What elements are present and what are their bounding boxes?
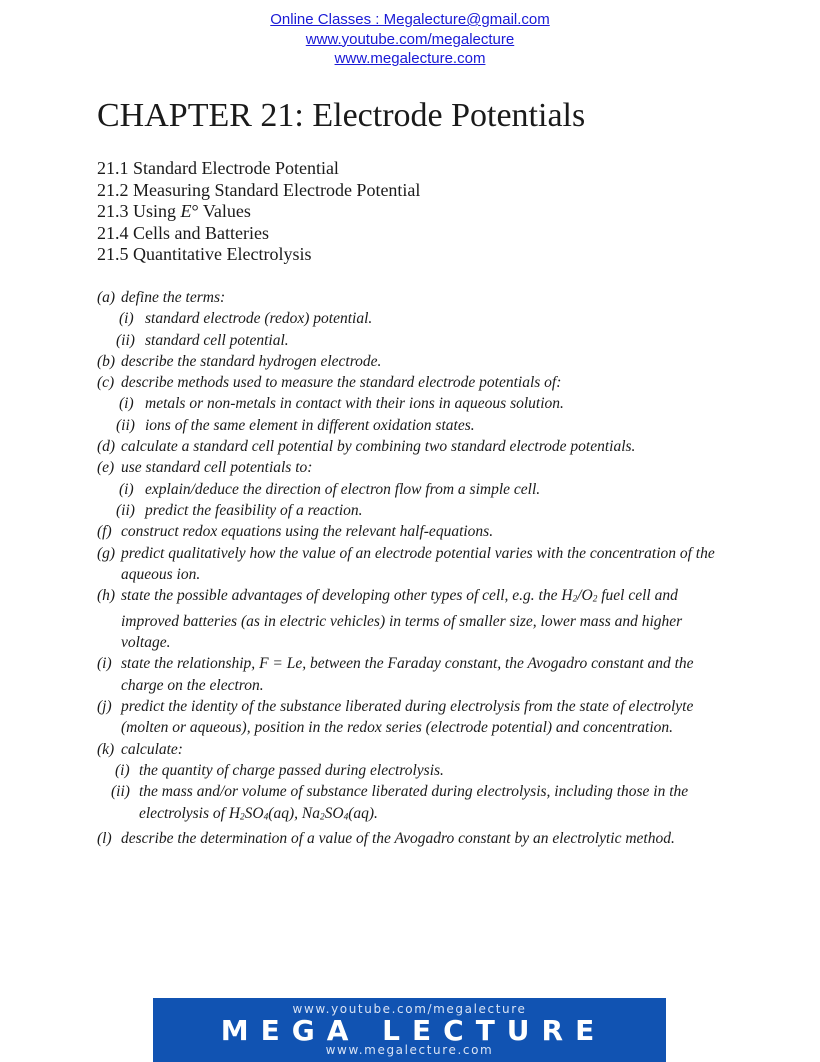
- objective-text: predict the identity of the substance liberated during electrolysis from the state of electrolyte (molten or aqueous), position in the redox series (electrode potential) and concentration.: [121, 698, 694, 737]
- objective-d: [97, 436, 727, 457]
- subscript: 2: [319, 811, 325, 822]
- objective-l: [97, 828, 727, 849]
- objective-a: [97, 287, 727, 308]
- objective-text: /O: [577, 587, 593, 605]
- objective-marker: (a): [97, 289, 116, 306]
- objective-e-ii: [97, 500, 727, 521]
- e-symbol: E: [180, 201, 192, 221]
- objective-k-ii: [97, 781, 727, 828]
- objective-a-ii: [97, 330, 727, 351]
- objective-text: , between the Faraday constant, the Avogadro constant and the charge on the electron.: [121, 655, 694, 694]
- sub-text: (aq), Na: [268, 804, 320, 822]
- sub-text: the mass and/or volume of substance liberated during electrolysis, including those in the electrolysis of H: [139, 783, 689, 822]
- faraday-formula: F = Le: [259, 655, 303, 673]
- header-contact-links: [0, 10, 820, 69]
- objective-marker: (l): [97, 830, 112, 848]
- objective-b: [97, 351, 727, 372]
- objective-e-i: [97, 479, 727, 500]
- section-item: 21.1 Standard Electrode Potential: [97, 158, 339, 178]
- sub-text: explain/deduce the direction of electron flow from a simple cell.: [145, 480, 541, 498]
- subscript: 2: [592, 594, 598, 605]
- objective-a-i: [97, 308, 727, 329]
- objective-text: use standard cell potentials to:: [121, 459, 313, 477]
- objective-marker: (e): [97, 459, 115, 477]
- objective-text: calculate:: [121, 740, 183, 758]
- objective-text: fuel cell and improved batteries (as in electric vehicles) in terms of smaller size, lower mass and higher voltage.: [121, 587, 683, 652]
- objective-g: [97, 543, 727, 586]
- objective-marker: (g): [97, 544, 116, 562]
- sub-text: predict the feasibility of a reaction.: [145, 501, 363, 519]
- objective-marker: (i): [97, 655, 112, 673]
- chapter-title: CHAPTER 21: Electrode Potentials: [97, 97, 586, 134]
- sub-text: metals or non-metals in contact with their ions in aqueous solution.: [145, 395, 564, 413]
- banner-brand-logo: MEGA LECTURE: [220, 1014, 607, 1047]
- sub-marker: (i): [119, 395, 134, 413]
- sub-text: standard electrode (redox) potential.: [145, 310, 373, 328]
- objective-text: state the possible advantages of developing other types of cell, e.g. the H: [121, 587, 573, 605]
- objective-f: [97, 521, 727, 542]
- section-list: [97, 158, 420, 266]
- learning-objectives: [97, 287, 727, 850]
- objective-marker: (f): [97, 523, 112, 541]
- sub-marker: (ii): [116, 501, 135, 519]
- objective-h: [97, 585, 727, 653]
- sub-marker: (i): [119, 310, 134, 328]
- objective-k-i: [97, 760, 727, 781]
- banner-youtube-url: www.youtube.com/megalecture: [292, 1002, 527, 1016]
- objective-text: define the terms:: [121, 289, 226, 306]
- objective-c-ii: [97, 415, 727, 436]
- sub-text: the quantity of charge passed during electrolysis.: [139, 761, 444, 779]
- subscript: 2: [240, 811, 245, 822]
- objective-j: [97, 696, 727, 739]
- sub-marker: (i): [119, 480, 134, 498]
- section-item: 21.5 Quantitative Electrolysis: [97, 244, 312, 264]
- subscript: 4: [263, 811, 269, 822]
- objective-text: state the relationship,: [121, 655, 260, 673]
- objective-c: [97, 372, 727, 393]
- section-item-text: 21.3 Using: [97, 201, 181, 221]
- objective-k: [97, 739, 727, 760]
- sub-text: standard cell potential.: [145, 331, 289, 349]
- sub-marker: (i): [115, 761, 130, 779]
- sub-text: SO: [244, 804, 264, 822]
- objective-marker: (j): [97, 698, 112, 716]
- objective-marker: (d): [97, 438, 116, 456]
- objective-e: [97, 457, 727, 478]
- mega-lecture-banner[interactable]: [153, 998, 666, 1062]
- youtube-link[interactable]: www.youtube.com/megalecture: [305, 30, 515, 48]
- objective-marker: (c): [97, 374, 115, 392]
- sub-text: ions of the same element in different oxidation states.: [145, 416, 475, 434]
- section-item: 21.4 Cells and Batteries: [97, 222, 269, 243]
- subscript: 2: [572, 594, 578, 605]
- section-item: [97, 201, 420, 223]
- objective-text: calculate a standard cell potential by combining two standard electrode potentials.: [121, 438, 636, 456]
- objective-i: [97, 653, 727, 696]
- sub-marker: (ii): [116, 331, 135, 349]
- subscript: 4: [343, 811, 349, 822]
- objective-text: predict qualitatively how the value of an electrode potential varies with the concentration of the aqueous ion.: [121, 544, 715, 583]
- banner-website-url: www.megalecture.com: [325, 1043, 494, 1057]
- objective-text: describe the determination of a value of the Avogadro constant by an electrolytic method.: [121, 830, 675, 848]
- objective-marker: (b): [97, 352, 116, 370]
- objective-text: describe methods used to measure the standard electrode potentials of:: [121, 374, 562, 392]
- email-link[interactable]: Online Classes : Megalecture@gmail.com: [270, 11, 550, 28]
- objective-c-i: [97, 393, 727, 414]
- objective-marker: (h): [97, 587, 116, 605]
- website-link[interactable]: www.megalecture.com: [334, 50, 486, 67]
- objective-text: describe the standard hydrogen electrode.: [121, 352, 382, 370]
- section-item: 21.2 Measuring Standard Electrode Potential: [97, 179, 421, 200]
- objective-marker: (k): [97, 740, 115, 758]
- objective-text: construct redox equations using the relevant half-equations.: [121, 523, 494, 541]
- sub-text: (aq).: [348, 804, 378, 822]
- section-item-text: ° Values: [191, 201, 251, 221]
- sub-marker: (ii): [111, 783, 130, 801]
- sub-marker: (ii): [116, 416, 135, 434]
- sub-text: SO: [324, 804, 344, 822]
